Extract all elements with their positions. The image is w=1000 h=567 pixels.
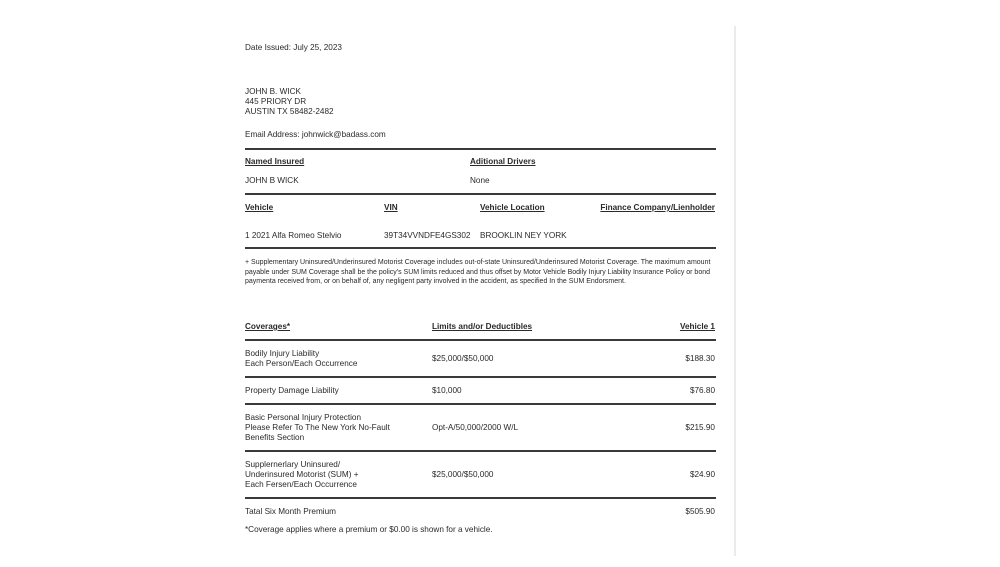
- additional-drivers-value: None: [470, 176, 490, 185]
- coverage-name-line1: Basic Personal Injury Protection: [245, 413, 362, 422]
- total-premium-label: Tatal Six Month Premium: [245, 507, 337, 516]
- coverage-limit: Opt-A/50,000/2000 W/L: [432, 423, 519, 432]
- coverage-name-line1: Supplernerlary Uninsured/: [245, 460, 341, 469]
- vehicle-header: Vehicle: [245, 203, 274, 212]
- total-premium-amount: $505.90: [685, 507, 715, 516]
- insured-street: 445 PRIORY DR: [245, 97, 307, 106]
- vehicle-location-value: BROOKLIN NEY YORK: [480, 231, 567, 240]
- coverage-name-line3: Each Fersen/Each Occurrence: [245, 480, 357, 489]
- coverage-amount: $24.90: [689, 470, 715, 479]
- divider: [245, 376, 716, 378]
- coverage-name-line2: Each Person/Each Occurrence: [245, 359, 358, 368]
- coverage-name-line3: Benefits Section: [245, 433, 305, 442]
- additional-drivers-label: Aditional Drivers: [470, 157, 536, 166]
- divider: [245, 450, 716, 452]
- divider: [245, 403, 716, 405]
- coverage-amount: $215.90: [685, 423, 715, 432]
- insured-name: JOHN B. WICK: [245, 87, 301, 96]
- coverage-limit: $25,000/$50,000: [432, 470, 494, 479]
- divider: [245, 497, 716, 499]
- coverage-name-line2: Underinsured Motorist (SUM) +: [245, 470, 359, 479]
- coverages-header: Coverages*: [245, 322, 291, 331]
- insured-city: AUSTIN TX 58482-2482: [245, 107, 334, 116]
- date-issued: Date Issued: July 25, 2023: [245, 43, 342, 52]
- divider: [245, 339, 716, 341]
- sum-disclaimer: + Supplementary Uninsured/Underinsured Motorist Coverage includes out-of-state Uninsured/Underinsured Motorist Coverage. The maximum amount payable under SUM Coverage shall be the policy's SUM limits reduced and thus offset by Motor Vehicle Bodily Injury Liability Insurance Policy or bond paymenta received from, or on behalf of, any negligent party involved in the accident, as specified In the SUM Endorsment.: [245, 259, 711, 286]
- lienholder-header: Finance Company/Lienholder: [600, 203, 715, 212]
- coverage-limit: $25,000/$50,000: [432, 354, 494, 363]
- divider: [245, 148, 716, 150]
- vin-header: VIN: [384, 203, 398, 212]
- divider: [245, 247, 716, 249]
- coverage-name-line1: Bodily Injury Liability: [245, 349, 320, 358]
- email-address: Email Address: johnwick@badass.com: [245, 130, 386, 139]
- coverage-footnote: *Coverage applies where a premium or $0.00 is shown for a vehicle.: [245, 525, 493, 534]
- coverage-amount: $188.30: [685, 354, 715, 363]
- policy-page: [238, 26, 736, 556]
- vehicle-1-header: Vehicle 1: [679, 322, 715, 331]
- divider: [245, 193, 716, 195]
- vehicle-location-header: Vehicle Location: [480, 203, 545, 212]
- coverage-limit: $10,000: [432, 386, 462, 395]
- limits-header: Limits and/or Deductibles: [432, 322, 533, 331]
- coverage-amount: $76.80: [689, 386, 715, 395]
- vin-value: 39T34VVNDFE4GS302: [384, 231, 471, 240]
- named-insured-label: Named Insured: [245, 157, 305, 166]
- coverage-name-line1: Property Damage Liability: [245, 386, 339, 395]
- named-insured-value: JOHN B WICK: [245, 176, 299, 185]
- vehicle-value: 1 2021 Alfa Romeo Stelvio: [245, 231, 342, 240]
- coverage-name-line2: Please Refer To The New York No-Fault: [245, 423, 390, 432]
